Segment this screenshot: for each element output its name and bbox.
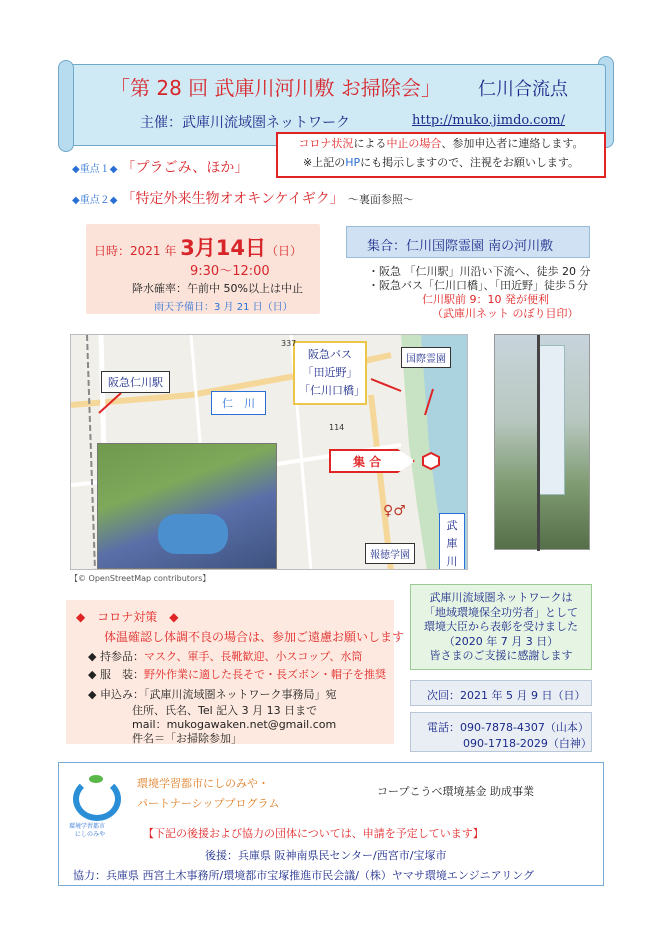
road-number-114: 114 xyxy=(329,423,345,432)
rail-line xyxy=(87,335,95,570)
covid-measures-box xyxy=(66,600,405,745)
banner-scroll-left xyxy=(58,60,74,152)
school-label: 報徳学園 xyxy=(365,543,415,564)
program-line-1: 環境学習都市にしのみや・ xyxy=(137,777,269,790)
access-line-2: ・阪急バス「仁川口橋」、「田近野」徒歩５分 xyxy=(368,279,588,292)
logo-ring xyxy=(73,777,121,821)
footer-box xyxy=(58,762,604,886)
health-check-note: 体温確認し体調不良の場合は、参加ご遠慮お願いします xyxy=(104,630,405,644)
banner-flag-photo xyxy=(494,334,590,550)
next-date: 次回：2021 年 5 月 9 日（日） xyxy=(427,689,586,702)
clothes-row: ◆ 服 装：野外作業に適した長そで・長ズボン・帽子を推奨 xyxy=(88,668,386,681)
notice-line-1: コロナ状況による中止の場合、参加申込者に連絡します。 xyxy=(298,137,584,150)
award-line-5: 皆さまのご支援に感謝します xyxy=(429,649,573,662)
phone-line-2: 090-1718-2029（白神） xyxy=(463,737,592,750)
notice-line-2: ※上記のHPにも掲示しますので、注視をお願いします。 xyxy=(302,156,580,169)
river-label-mukogawa: 武 庫 川 xyxy=(439,513,465,570)
focus-point-1: ◆重点１◆ 「プラごみ、ほか」 xyxy=(72,160,249,176)
event-title: 「第 28 回 武庫川河川敷 お掃除会」 xyxy=(110,76,441,100)
next-date-box xyxy=(410,680,592,706)
meeting-place-box xyxy=(346,226,590,258)
event-time: 9:30～12:00 xyxy=(190,264,270,279)
apply-row: ◆ 申込み：「武庫川流域圏ネットワーク事務局」宛 xyxy=(88,688,337,701)
items-row: ◆ 持参品：マスク、軍手、長靴歓迎、小スコップ、水筒 xyxy=(88,650,363,663)
flag-pole xyxy=(537,335,540,551)
toilet-icon: ♀♂ xyxy=(383,503,406,519)
trash-bags-shape xyxy=(158,514,228,554)
bus-stop-label: 阪急バス 「田近野」 「仁川口橋」 xyxy=(293,341,367,405)
phone-box xyxy=(410,712,592,752)
covid-title: ◆ コロナ対策 ◆ xyxy=(76,610,179,624)
email-subject: 件名＝「お掃除参加」 xyxy=(132,732,242,745)
road-number-337: 337 xyxy=(281,339,297,348)
support-orgs: 後援：兵庫県 阪神南県民センター/西宮市/宝塚市 xyxy=(205,849,447,862)
award-line-3: 環境大臣から表彰を受けました xyxy=(424,620,578,633)
date-box xyxy=(86,224,320,314)
meeting-arrow-label: 集 合 xyxy=(353,455,382,469)
fund-label: コープこうべ環境基金 助成事業 xyxy=(377,785,534,798)
bus-arrow xyxy=(371,379,401,391)
cemetery-label: 国際霊園 xyxy=(401,347,451,368)
award-line-4: （2020 年 7 月 3 日） xyxy=(443,634,559,648)
program-line-2: パートナーシッププログラム xyxy=(137,797,280,810)
flag-shape xyxy=(539,345,565,495)
backup-date: 雨天予備日：3 月 21 日（日） xyxy=(154,302,293,313)
map-credit: 【© OpenStreetMap contributors】 xyxy=(70,574,211,583)
area-map xyxy=(70,334,468,570)
focus-point-2: ◆重点２◆ 「特定外来生物オオキンケイギク」 ～裏面参照～ xyxy=(72,191,414,207)
logo-leaf xyxy=(89,775,103,783)
bus-note: 仁川駅前 9：10 発が便利 xyxy=(422,293,549,306)
cancellation-notice xyxy=(276,132,606,178)
access-info xyxy=(368,265,591,321)
station-label: 阪急仁川駅 xyxy=(101,371,170,393)
flag-note: （武庫川ネット のぼり目印） xyxy=(432,307,579,320)
award-line-1: 武庫川流域圏ネットワークは xyxy=(429,591,573,604)
application-notice: 【下記の後援および協力の団体については、申請を予定しています】 xyxy=(143,827,484,840)
award-box xyxy=(410,584,592,670)
rain-condition: 降水確率：午前中 50%以上は中止 xyxy=(132,282,303,295)
logo-text-2: にしのみや xyxy=(75,831,106,838)
organizer: 主催：武庫川流域圏ネットワーク xyxy=(140,115,350,131)
apply-details: 住所、氏名、Tel 記入 3 月 13 日まで xyxy=(132,704,318,717)
cooperation-orgs: 協力：兵庫県 西宮土木事務所/環境都市宝塚推進市民会議/（株）ヤマサ環境エンジニアリング xyxy=(73,869,534,882)
cleanup-photo xyxy=(97,443,277,569)
logo-text-1: 環境学習都市 xyxy=(69,823,106,830)
organizer-url-link[interactable]: http://muko.jimdo.com/ xyxy=(412,113,565,128)
award-line-2: 「地域環境保全功労者」として xyxy=(424,605,578,619)
phone-line-1: 電話：090-7878-4307（山本） xyxy=(427,721,589,734)
contact-email[interactable]: mail：mukogawaken.net@gmail.com xyxy=(132,718,337,731)
meeting-place: 集合：仁川国際霊園 南の河川敷 xyxy=(367,239,554,254)
access-line-1: ・阪急 「仁川駅」川沿い下流へ、徒歩 20 分 xyxy=(368,265,591,278)
event-location-subtitle: 仁川合流点 xyxy=(478,79,568,100)
river-label-nigawa: 仁 川 xyxy=(211,391,266,415)
nishinomiya-logo xyxy=(67,773,131,838)
event-date: 日時：2021 年 3月14日（日） xyxy=(94,236,303,260)
meeting-marker xyxy=(423,453,439,469)
